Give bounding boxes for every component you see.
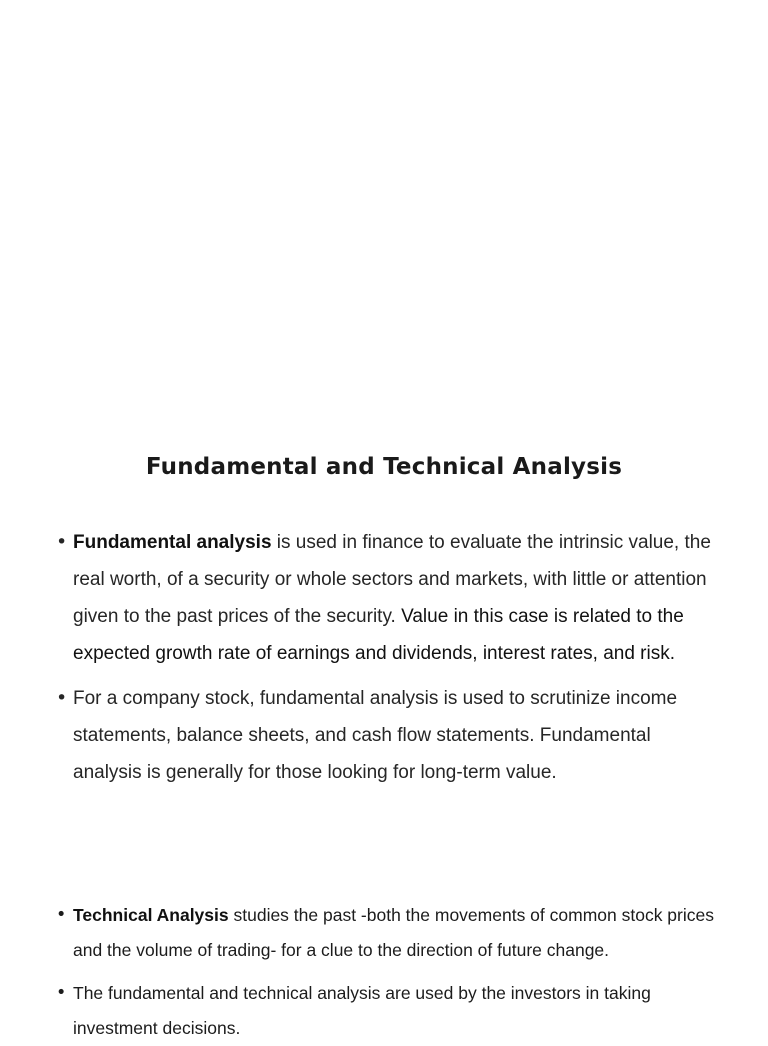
bullet-list-fundamental <box>56 524 716 791</box>
bullet-text: studies the past -both the movements of common stock prices and the volume of trading- for a clue to the direction of future change. <box>73 905 714 960</box>
bold-term: Fundamental analysis <box>73 532 272 553</box>
bullet-dot-icon: • <box>56 983 67 1003</box>
bullet-dot-icon: • <box>56 905 67 925</box>
bullet-text: The fundamental and technical analysis are used by the investors in taking investment decisions. <box>73 983 651 1038</box>
bullet-text: is used in finance to evaluate the intrinsic value, the real worth, of a security or whole sectors and markets, with little or attention given to the past prices of the security. <box>73 532 711 627</box>
bullet-dot-icon: • <box>56 531 68 553</box>
bullet-text: For a company stock, fundamental analysis is used to scrutinize income statements, balance sheets, and cash flow statements. Fundamental analysis is generally for those looking for long-term value. <box>73 688 678 783</box>
bold-term: Technical Analysis <box>73 905 229 925</box>
list-item <box>56 898 716 968</box>
bullet-list-technical <box>56 898 716 1046</box>
list-item <box>56 680 716 791</box>
slide-title: Fundamental and Technical Analysis <box>145 454 623 480</box>
list-item <box>56 976 716 1046</box>
bullet-dot-icon: • <box>56 687 68 709</box>
bullet-text-continued: Value in this case is related to the expected growth rate of earnings and dividends, interest rates, and risk. <box>73 606 684 664</box>
list-item <box>56 524 716 672</box>
